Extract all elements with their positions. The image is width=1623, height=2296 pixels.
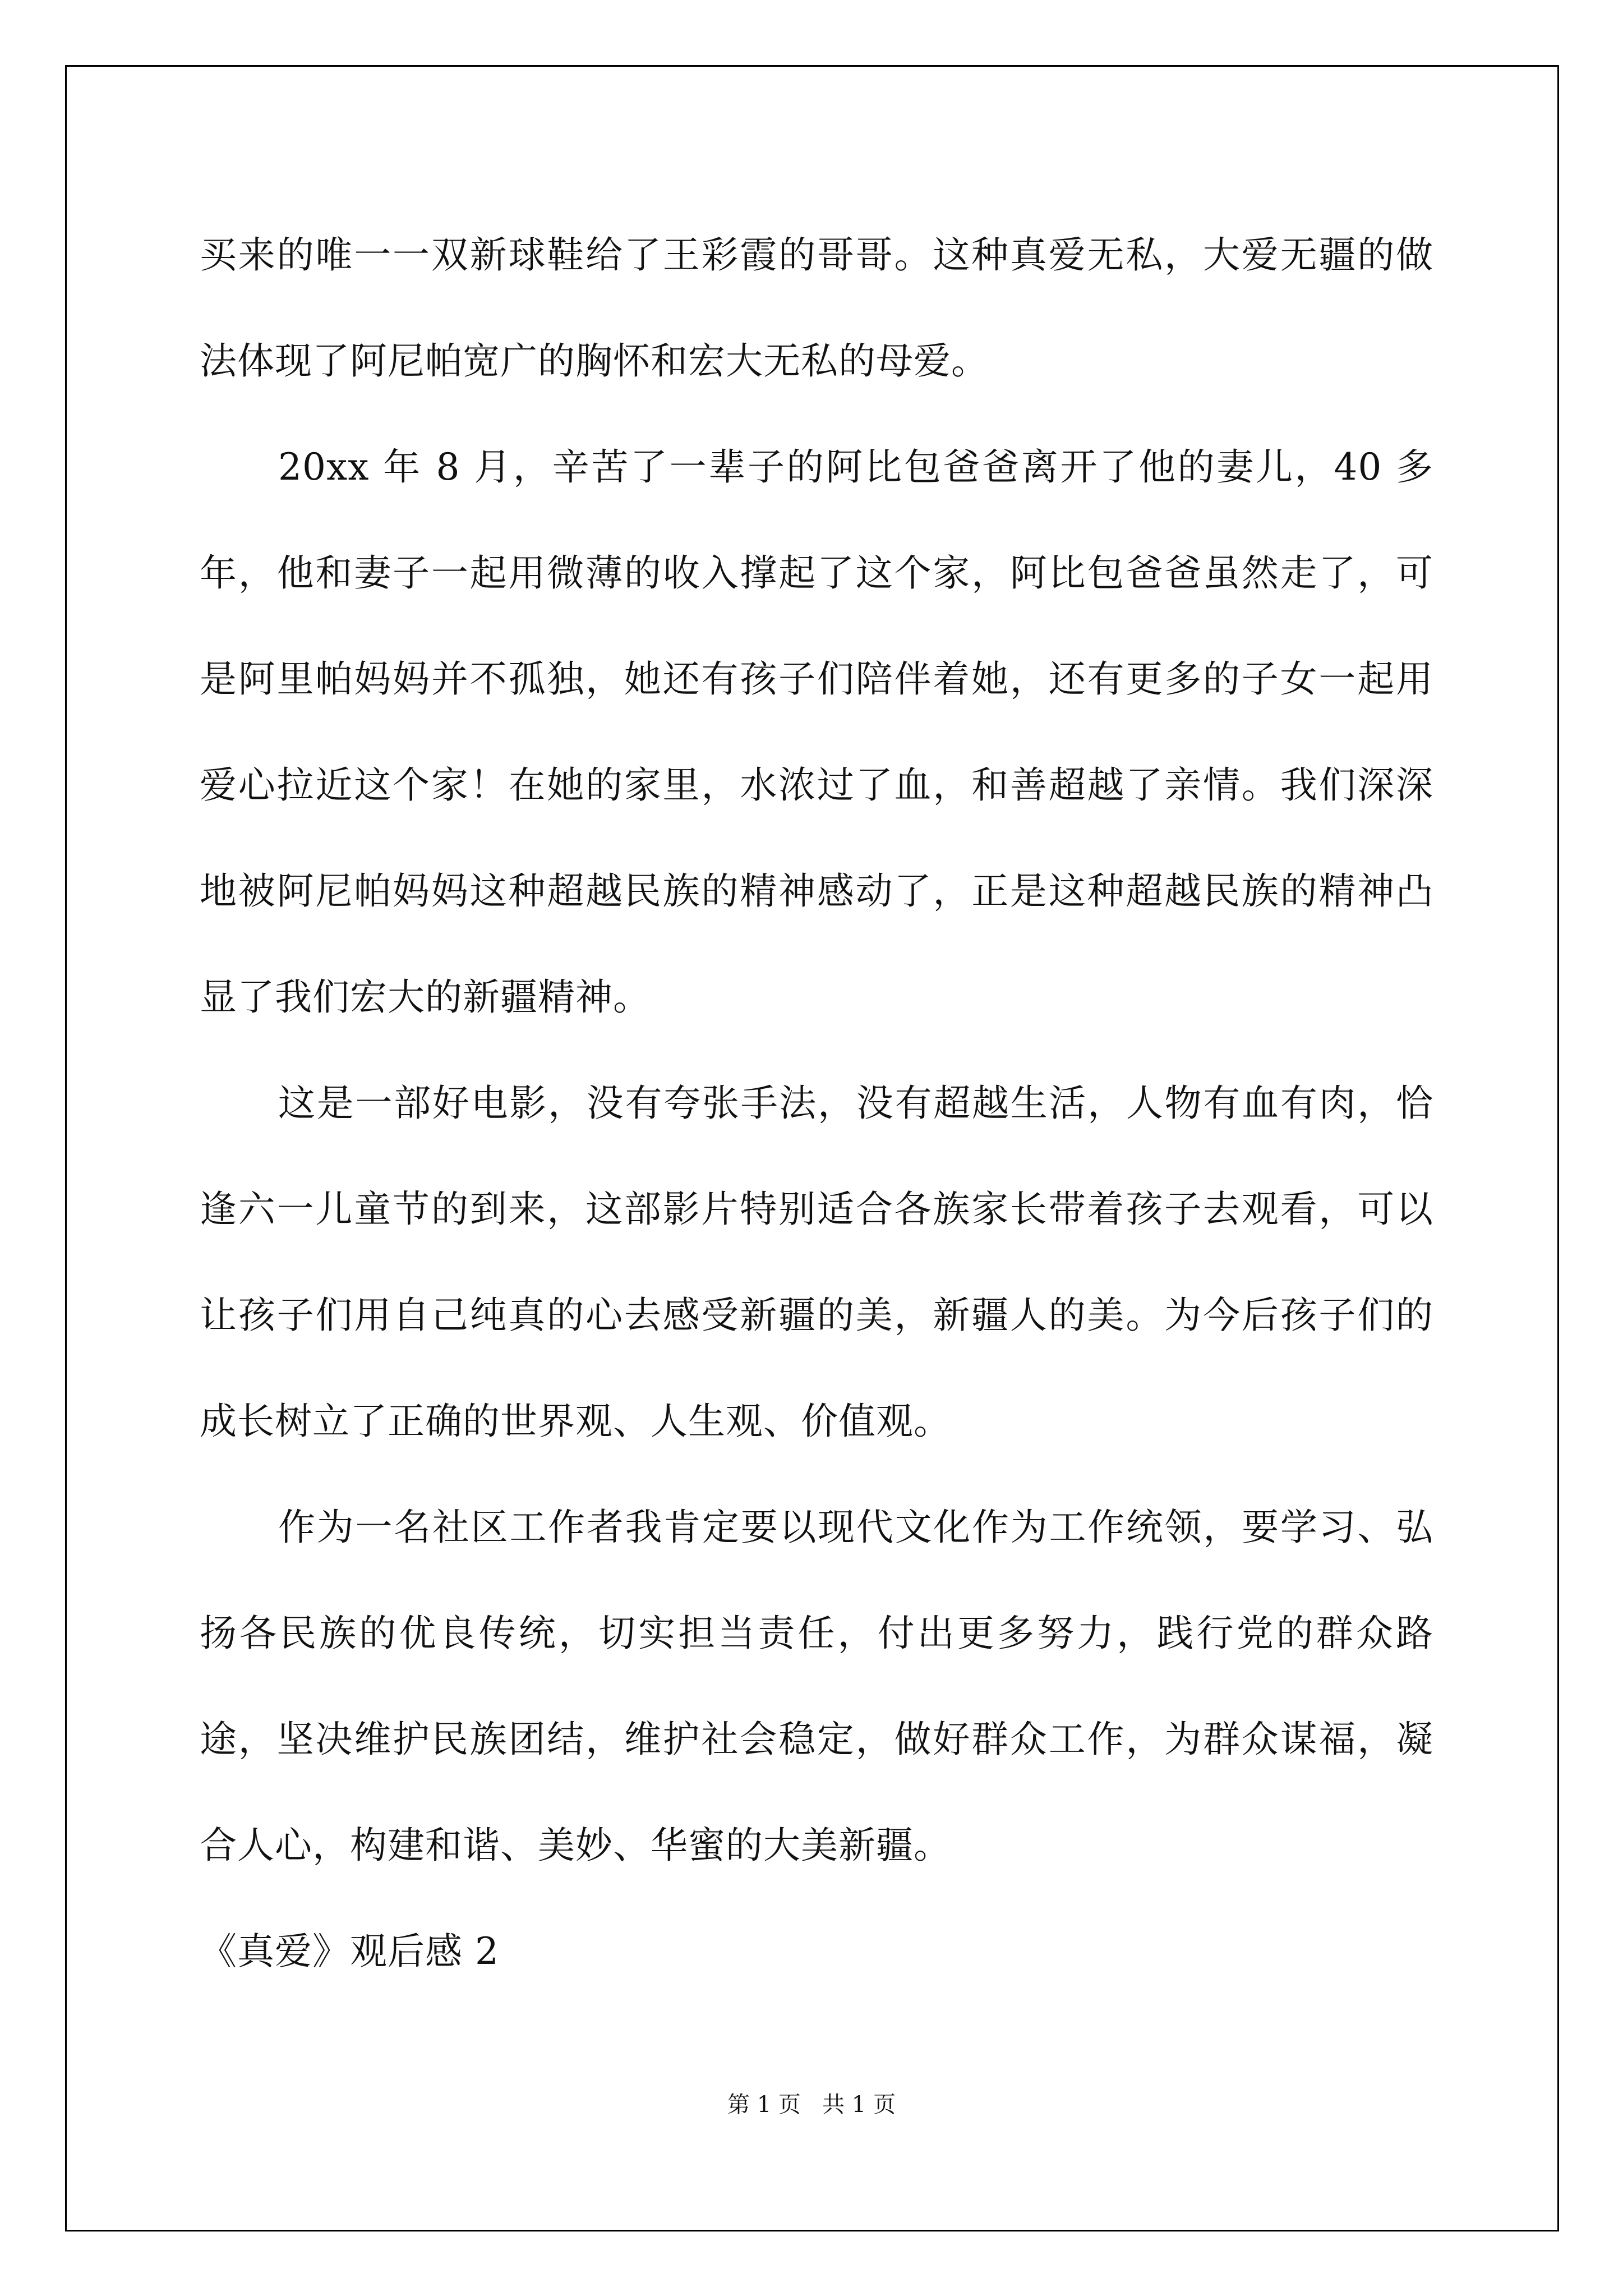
- paragraph-1: 买来的唯一一双新球鞋给了王彩霞的哥哥。这种真爱无私，大爱无疆的做法体现了阿尼帕宽广的胸怀和宏大无私的母爱。: [200, 233, 1433, 383]
- section-heading: 《真爱》观后感 2: [200, 1930, 499, 1973]
- paragraph-2: 20xx 年 8 月，辛苦了一辈子的阿比包爸爸离开了他的妻儿，40 多年，他和妻子一起用微薄的收入撑起了这个家，阿比包爸爸虽然走了，可是阿里帕妈妈并不孤独，她还有孩子们陪伴着她，还有更多的子女一起用爱心拉近这个家！在她的家里，水浓过了血，和善超越了亲情。我们深深地被阿尼帕妈妈这种超越民族的精神感动了，正是这种超越民族的精神凸显了我们宏大的新疆精神。: [200, 445, 1433, 1019]
- paragraph-3: 这是一部好电影，没有夸张手法，没有超越生活，人物有血有肉，恰逢六一儿童节的到来，这部影片特别适合各族家长带着孩子去观看，可以让孩子们用自己纯真的心去感受新疆的美，新疆人的美。为今后孩子们的成长树立了正确的世界观、人生观、价值观。: [200, 1082, 1433, 1443]
- page-footer: 第 1 页 共 1 页: [727, 2092, 896, 2118]
- paragraph-4: 作为一名社区工作者我肯定要以现代文化作为工作统领，要学习、弘扬各民族的优良传统，切实担当责任，付出更多努力，践行党的群众路途，坚决维护民族团结，维护社会稳定，做好群众工作，为群众谋福，凝合人心，构建和谐、美妙、华蜜的大美新疆。: [200, 1506, 1433, 1867]
- document-body: [200, 202, 1433, 2004]
